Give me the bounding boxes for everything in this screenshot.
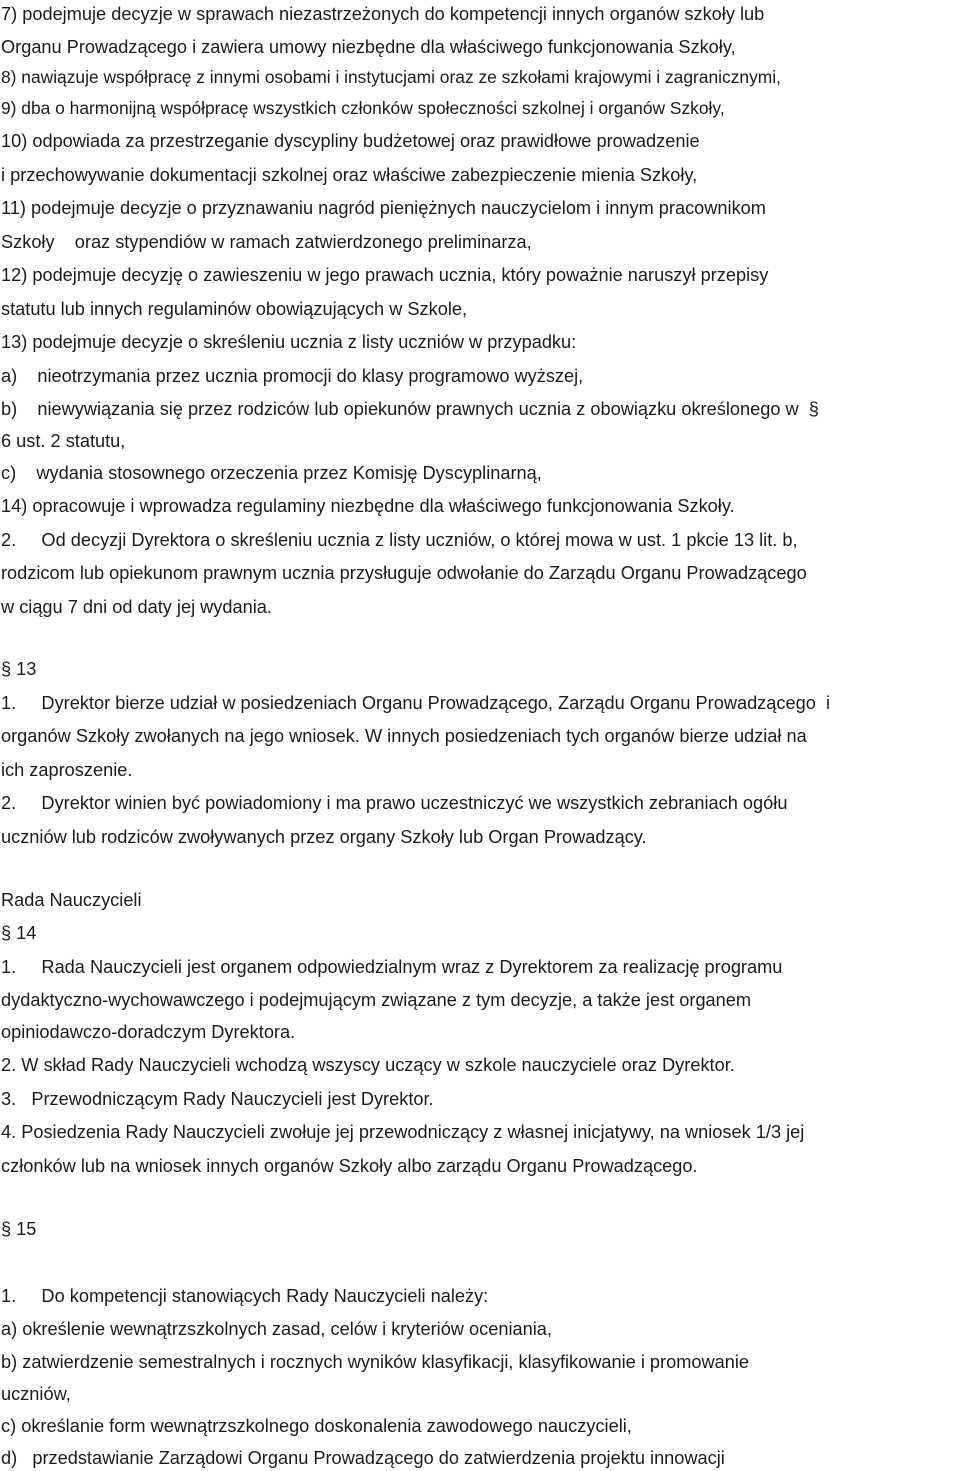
- text-line: 1. Rada Nauczycieli jest organem odpowiedzialnym wraz z Dyrektorem za realizację programu: [1, 957, 783, 977]
- text-line: organów Szkoły zwołanych na jego wniosek. W innych posiedzeniach tych organów bierze udział na: [1, 726, 807, 746]
- section-heading: § 14: [1, 923, 37, 943]
- text-line: c) wydania stosownego orzeczenia przez Komisję Dyscyplinarną,: [1, 463, 542, 483]
- text-line: 9) dba o harmonijną współpracę wszystkich członków społeczności szkolnej i organów Szkoły,: [1, 98, 725, 118]
- text-line: statutu lub innych regulaminów obowiązujących w Szkole,: [1, 299, 468, 319]
- text-line: 2. Dyrektor winien być powiadomiony i ma prawo uczestniczyć we wszystkich zebraniach ogółu: [1, 793, 788, 813]
- text-line: 6 ust. 2 statutu,: [1, 431, 126, 451]
- text-line: d) przedstawianie Zarządowi Organu Prowadzącego do zatwierdzenia projektu innowacji: [1, 1448, 725, 1468]
- text-line: a) określenie wewnątrzszkolnych zasad, celów i kryteriów oceniania,: [1, 1319, 552, 1339]
- text-line: w ciągu 7 dni od daty jej wydania.: [1, 597, 272, 617]
- text-line: 8) nawiązuje współpracę z innymi osobami i instytucjami oraz ze szkołami krajowymi i zagranicznymi,: [1, 67, 781, 87]
- text-line: 1. Dyrektor bierze udział w posiedzeniach Organu Prowadzącego, Zarządu Organu Prowadzącego i: [1, 693, 830, 713]
- text-line: 14) opracowuje i wprowadza regulaminy niezbędne dla właściwego funkcjonowania Szkoły.: [1, 496, 735, 516]
- text-line: 3. Przewodniczącym Rady Nauczycieli jest Dyrektor.: [1, 1089, 434, 1109]
- text-line: Organu Prowadzącego i zawiera umowy niezbędne dla właściwego funkcjonowania Szkoły,: [1, 37, 736, 57]
- section-heading: § 15: [1, 1219, 37, 1239]
- text-line: rodzicom lub opiekunom prawnym ucznia przysługuje odwołanie do Zarządu Organu Prowadzącego: [1, 563, 807, 583]
- text-line: 12) podejmuje decyzję o zawieszeniu w jego prawach ucznia, który poważnie naruszył przepisy: [1, 265, 769, 285]
- text-line: 7) podejmuje decyzje w sprawach niezastrzeżonych do kompetencji innych organów szkoły lub: [1, 4, 765, 24]
- text-line: 13) podejmuje decyzje o skreśleniu ucznia z listy uczniów w przypadku:: [1, 332, 577, 352]
- text-line: b) zatwierdzenie semestralnych i rocznych wyników klasyfikacji, klasyfikowanie i promowanie: [1, 1352, 749, 1372]
- text-line: uczniów,: [1, 1384, 71, 1404]
- text-line: uczniów lub rodziców zwoływanych przez organy Szkoły lub Organ Prowadzący.: [1, 827, 647, 847]
- text-line: c) określanie form wewnątrzszkolnego doskonalenia zawodowego nauczycieli,: [1, 1416, 632, 1436]
- text-line: dydaktyczno-wychowawczego i podejmującym związane z tym decyzje, a także jest organem: [1, 990, 752, 1010]
- text-line: Szkoły oraz stypendiów w ramach zatwierdzonego preliminarza,: [1, 232, 532, 252]
- section-title: Rada Nauczycieli: [1, 890, 142, 910]
- text-line: a) nieotrzymania przez ucznia promocji do klasy programowo wyższej,: [1, 366, 584, 386]
- text-line: członków lub na wniosek innych organów Szkoły albo zarządu Organu Prowadzącego.: [1, 1156, 698, 1176]
- text-line: 11) podejmuje decyzje o przyznawaniu nagród pieniężnych nauczycielom i innym pracownikom: [1, 198, 766, 218]
- text-line: 2. W skład Rady Nauczycieli wchodzą wszyscy uczący w szkole nauczyciele oraz Dyrektor.: [1, 1055, 735, 1075]
- section-heading: § 13: [1, 659, 37, 679]
- text-line: 4. Posiedzenia Rady Nauczycieli zwołuje jej przewodniczący z własnej inicjatywy, na wniosek 1/3 jej: [1, 1122, 805, 1142]
- text-line: opiniodawczo-doradczym Dyrektora.: [1, 1022, 296, 1042]
- text-line: b) niewywiązania się przez rodziców lub opiekunów prawnych ucznia z obowiązku określonego w §: [1, 399, 819, 419]
- text-line: ich zaproszenie.: [1, 760, 133, 780]
- text-line: i przechowywanie dokumentacji szkolnej oraz właściwe zabezpieczenie mienia Szkoły,: [1, 165, 698, 185]
- text-line: 2. Od decyzji Dyrektora o skreśleniu ucznia z listy uczniów, o której mowa w ust. 1 pkcie 13 lit. b,: [1, 530, 798, 550]
- text-line: 10) odpowiada za przestrzeganie dyscypliny budżetowej oraz prawidłowe prowadzenie: [1, 131, 700, 151]
- text-line: 1. Do kompetencji stanowiących Rady Nauczycieli należy:: [1, 1286, 489, 1306]
